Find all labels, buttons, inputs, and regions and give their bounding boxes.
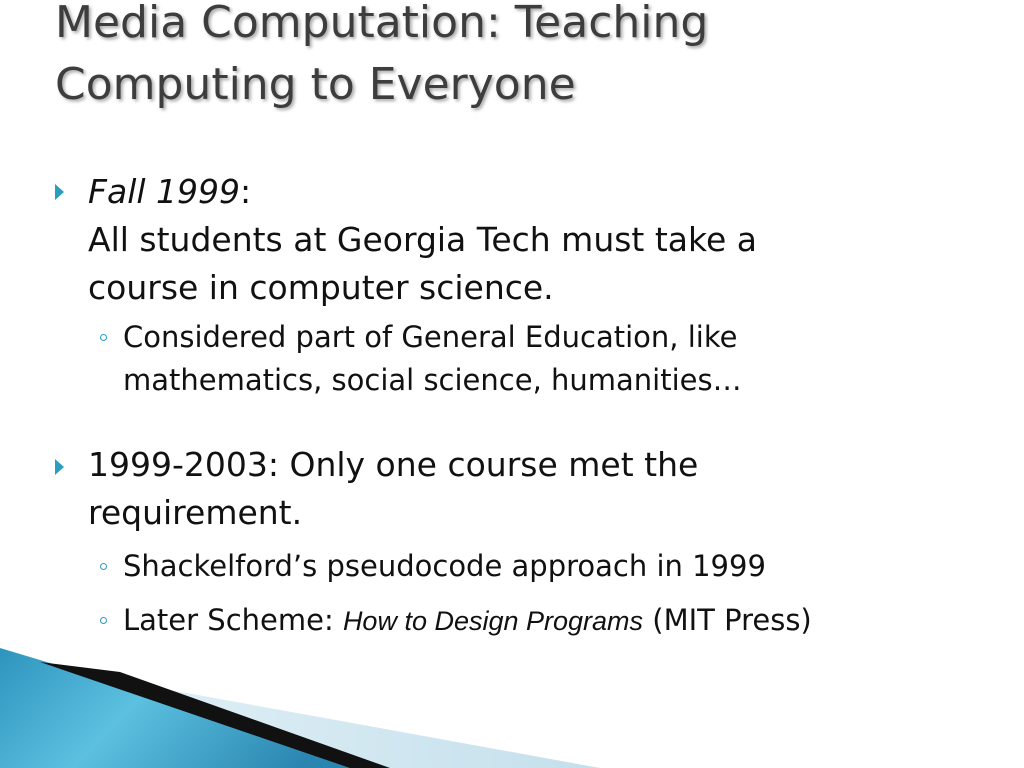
bullet-1-lead-italic: Fall 1999 xyxy=(88,172,241,211)
bullet-1-line-1: All students at Georgia Tech must take a xyxy=(88,220,757,259)
bullet-2-sub-2-prefix: Later Scheme: xyxy=(123,603,343,637)
bullet-1-sub-1-line-2: mathematics, social science, humanities… xyxy=(123,363,742,397)
bullet-2-line-2: requirement. xyxy=(88,493,303,532)
bullet-2-line-1: 1999-2003: Only one course met the xyxy=(88,445,699,484)
bullet-2-sub-2-italic: How to Design Programs xyxy=(342,606,644,636)
bullet-2-sub-2-suffix: (MIT Press) xyxy=(643,603,812,637)
slide-title-line-2: Computing to Everyone xyxy=(55,59,576,110)
bullet-1-sub-1-line-1: Considered part of General Education, like xyxy=(123,320,738,354)
slide-title-line-1: Media Computation: Teaching xyxy=(55,0,709,48)
bullet-1-lead-suffix: : xyxy=(240,172,252,211)
bullet-2-sub-1-text: Shackelford’s pseudocode approach in 1999 xyxy=(123,549,766,583)
bullet-1-line-2: course in computer science. xyxy=(88,268,554,307)
